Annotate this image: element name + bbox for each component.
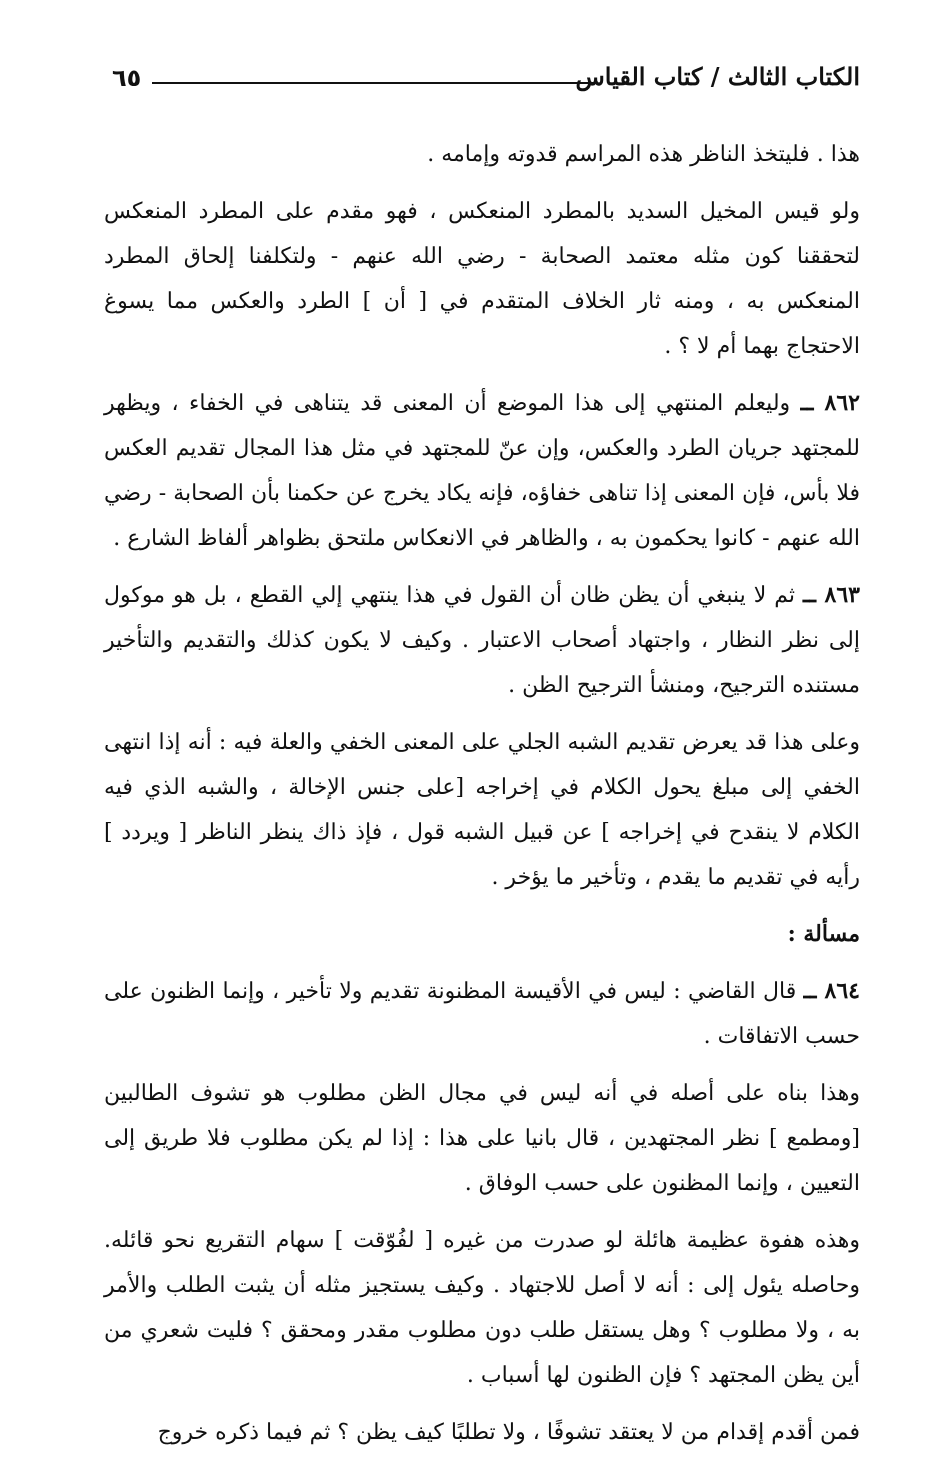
- running-head: الكتاب الثالث / كتاب القياس: [575, 62, 860, 91]
- paragraph-862: [104, 381, 860, 561]
- section-heading: مسألة :: [787, 921, 860, 947]
- paragraph-864: [104, 969, 860, 1059]
- paragraph-number-863: ٨٦٣ ــ: [803, 582, 860, 608]
- paragraph-2: ولو قيس المخيل السديد بالمطرد المنعكس ، فهو مقدم على المطرد المنعكس لتحققنا كون مثله معتمد الصحابة - رضي الله عنهم - ولتكلفنا إلحاق المطرد المنعكس به ، ومنه ثار الخلاف المتقدم في [ أن ] الطرد والعكس مما يسوغ الاحتجاج بهما أم لا ؟ .: [104, 199, 860, 359]
- page-number: ٦٥: [112, 64, 142, 92]
- body-text: [104, 132, 860, 1467]
- paragraph-7: وهذا بناه على أصله في أنه ليس في مجال الظن مطلوب هو تشوف الطالبين [ومطمع ] نظر المجتهدين ، قال بانيا على هذا : إذا لم يكن مطلوب فلا طريق إلى التعيين ، وإنما المظنون على حسب الوفاق .: [104, 1081, 860, 1196]
- paragraph-9: فمن أقدم إقدام من لا يعتقد تشوفًا ، ولا تطلبًا كيف يظن ؟ ثم فيما ذكره خروج: [157, 1420, 860, 1445]
- paragraph-863: [104, 573, 860, 708]
- paragraph-862-text: وليعلم المنتهي إلى هذا الموضع أن المعنى قد يتناهى في الخفاء ، ويظهر للمجتهد جريان الطرد والعكس، وإن عنّ للمجتهد في مثل هذا المجال تقديم العكس فلا بأس، فإن المعنى إذا تناهى خفاؤه، فإنه يكاد يخرج عن حكمنا بأن الصحابة - رضي الله عنهم - كانوا يحكمون به ، والظاهر في الانعكاس ملتحق بظواهر ألفاظ الشارع .: [104, 391, 860, 551]
- paragraph-8: وهذه هفوة عظيمة هائلة لو صدرت من غيره [ لفُوّقت ] سهام التقريع نحو قائله. وحاصله يئول إلى : أنه لا أصل للاجتهاد . وكيف يستجيز مثله أن يثبت الطلب والأمر به ، ولا مطلوب ؟ وهل يستقل طلب دون مطلوب مقدر ومحقق ؟ فليت شعري من أين يظن المجتهد ؟ فإن الظنون لها أسباب .: [104, 1228, 860, 1388]
- page-header: [100, 58, 860, 102]
- paragraph-5: وعلى هذا قد يعرض تقديم الشبه الجلي على المعنى الخفي والعلة فيه : أنه إذا انتهى الخفي إلى مبلغ يحول الكلام في إخراجه [على جنس الإخالة ، والشبه الذي فيه الكلام لا ينقدح في إخراجه ] عن قبيل الشبه قول ، فإذ ذاك ينظر الناظر [ ويردد ] رأيه في تقديم ما يقدم ، وتأخير ما يؤخر .: [104, 730, 860, 890]
- paragraph-1: هذا . فليتخذ الناظر هذه المراسم قدوته وإمامه .: [427, 142, 860, 167]
- paragraph-864-text: قال القاضي : ليس في الأقيسة المظنونة تقديم ولا تأخير ، وإنما الظنون على حسب الاتفاقات .: [104, 979, 860, 1049]
- paragraph-number-864: ٨٦٤ ــ: [803, 978, 860, 1004]
- header-rule: [152, 82, 597, 84]
- paragraph-863-text: ثم لا ينبغي أن يظن ظان أن القول في هذا ينتهي إلي القطع ، بل هو موكول إلى نظر النظار ، واجتهاد أصحاب الاعتبار . وكيف لا يكون كذلك والتقديم والتأخير مستنده الترجيح، ومنشأ الترجيح الظن .: [104, 583, 860, 698]
- paragraph-number-862: ٨٦٢ ــ: [800, 390, 860, 416]
